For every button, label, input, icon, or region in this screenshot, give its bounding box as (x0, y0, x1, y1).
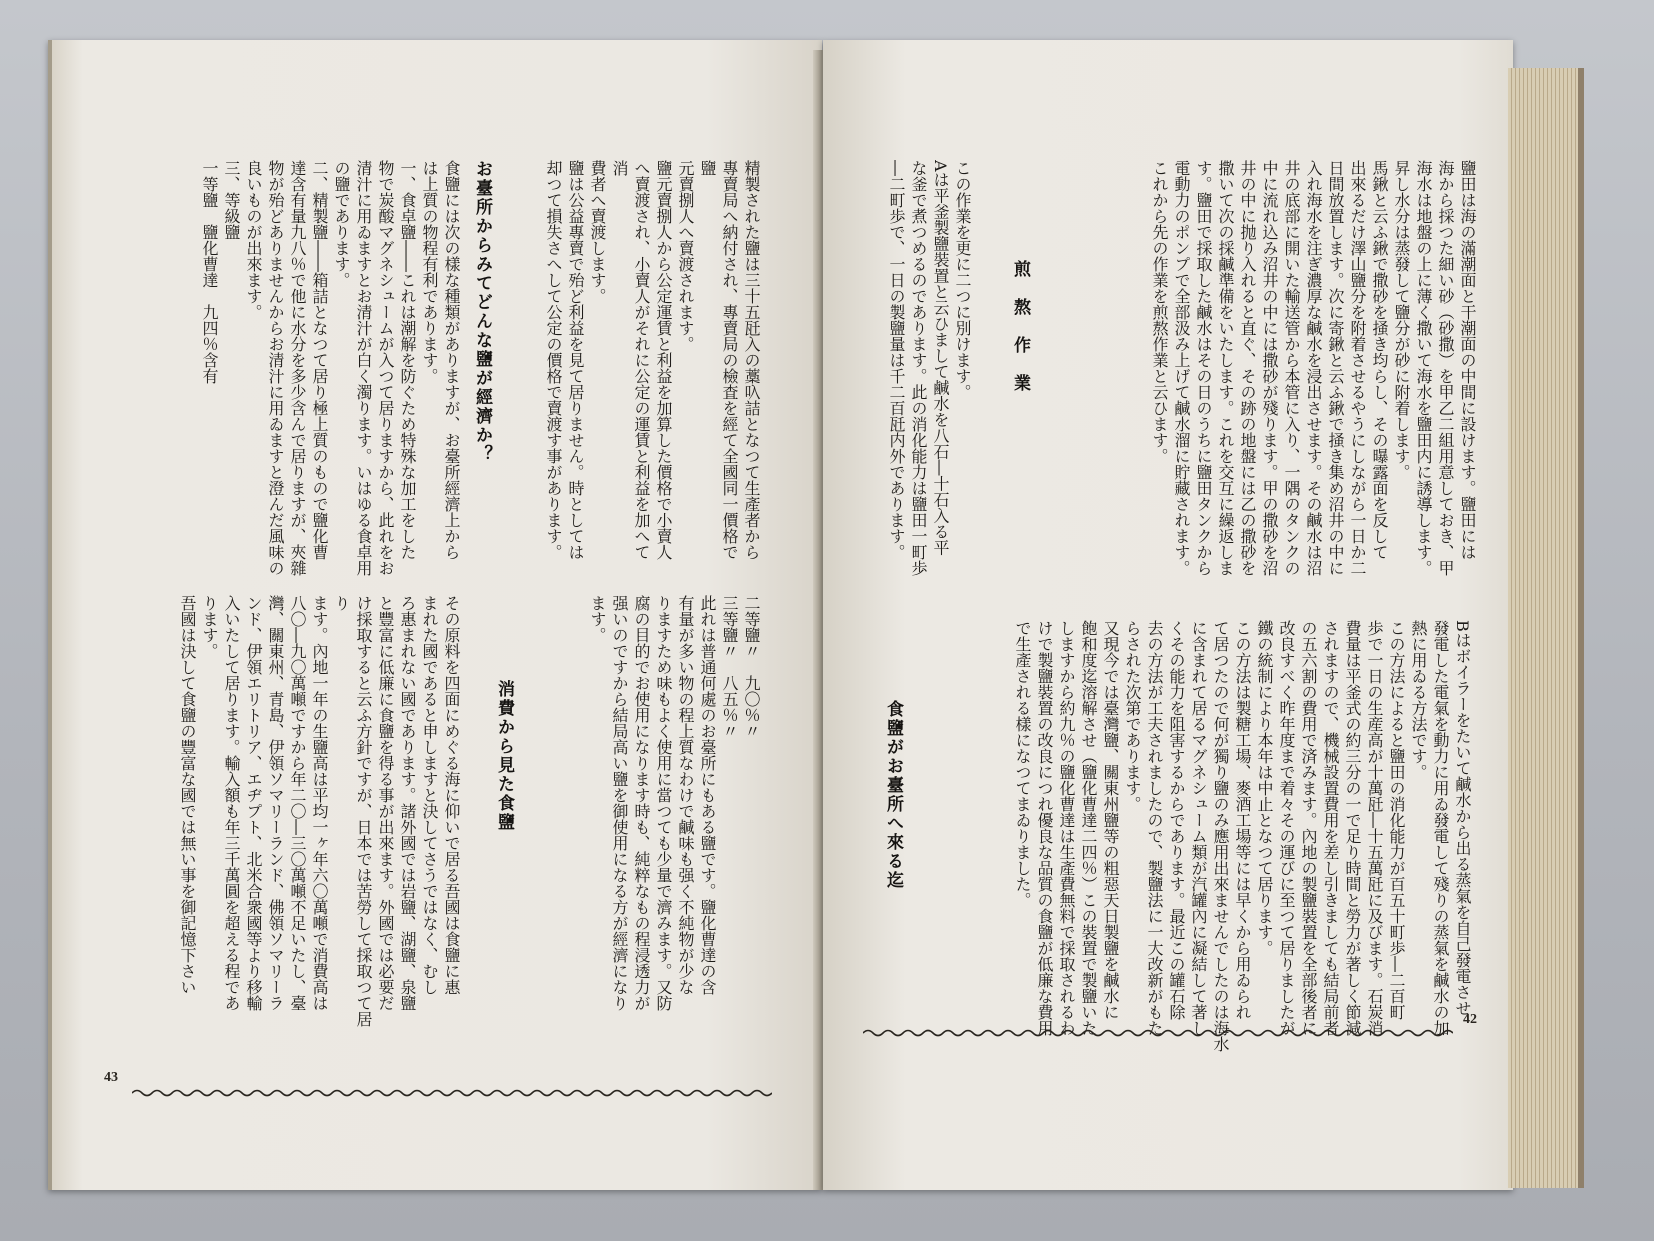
text-line: 日間放置します。次に寄鍬と云ふ鍬で掻き集め沼井の中に (1326, 160, 1345, 576)
text-line: 費量は平釜式の約三分の一で足り時間と勞力が著しく節減 (1343, 620, 1362, 1036)
text-line: Aは平釜製鹽裝置と云ひまして鹹水を八石―十石入る平 (931, 160, 950, 556)
heading-senngou: 煎 熬 作 業 (1010, 260, 1030, 393)
text-line: へ賣渡され、小賣人がそれに公定の運賃と利益を加へて消 (610, 160, 651, 560)
text-line: 物で炭酸マグネシュームが入つて居りますから、此れをお (376, 160, 395, 576)
text-line: ります。 (200, 595, 219, 659)
text-line: 腐の目的でお使用になります時も、純粹なもの程浸透力が (632, 595, 651, 1011)
text-line: 井の中に抛り入れると直ぐ、その跡の地盤には乙の撒砂を (1238, 160, 1257, 576)
text-line: 却つて損失さへして公定の價格で賣渡す事があります。 (544, 160, 563, 560)
text-line: 三等鹽〃 八五％〃 (720, 595, 739, 739)
text-line: らされた次第であります。 (1123, 620, 1142, 812)
text-line: 鐵の統制により本年は中止となつて居ります。 (1255, 620, 1274, 956)
text-line: 撒いて次の採鹹準備をいたします。これを交互に繰返しま (1216, 160, 1235, 576)
text-line: 去の方法が工夫されましたので、製鹽法に一大改新がもた (1145, 620, 1164, 1036)
text-line: されますので、機械設置費用を差し引きましても結局前者 (1321, 620, 1340, 1036)
text-line: 入れ海水を注ぎ濃厚な鹹水を浸出させます。その鹹水は沼 (1304, 160, 1323, 576)
text-line: この方法は製糖工場、麥酒工場等には早くから用ゐられ (1233, 620, 1252, 1020)
text-line: す。鹽田で採取した鹹水はその日のうちに鹽田タンクから (1194, 160, 1213, 576)
text-line: 海水は地盤の上に薄く撒いて海水を鹽田内に誘導します。 (1414, 160, 1433, 576)
text-line: 八〇―九〇萬噸ですから年二〇―三〇萬噸不足いたし、臺 (288, 595, 307, 1011)
text-line: ます。 (588, 595, 607, 643)
text-line: 又現今では臺灣鹽、關東州鹽等の粗惡天日製鹽を鹹水に (1101, 620, 1120, 1020)
text-line: この方法によると鹽田の消化能力が百五十町歩―二百町 (1387, 620, 1406, 1020)
text-line: 良いものが出來ます。 (244, 160, 263, 320)
heading-economy: お臺所からみてどんな鹽が經濟か？ (472, 160, 492, 464)
text-line: 井の底部に開いた輸送管から本管に入り、一隅のタンクの (1282, 160, 1301, 576)
text-line: 出來るだけ澤山鹽分を附着させるやうにしながら一日か二 (1348, 160, 1367, 576)
text-line: ろ惠まれない國であります。諸外國では岩鹽、湖鹽、泉鹽 (398, 595, 417, 1011)
open-book (48, 40, 1608, 1195)
text-line: 昇し水分は蒸發して鹽分が砂に附着します。 (1392, 160, 1411, 480)
text-line: 灣、關東州、青島、伊領ソマリーランド、佛領ソマリーラ (266, 595, 285, 1011)
left-page (48, 40, 822, 1190)
text-line: 一、食卓鹽――これは潮解を防ぐため特殊な加工をした (398, 160, 417, 560)
text-line: 此れは普通何處のお臺所にもある鹽です。鹽化曹達の含 (698, 595, 717, 995)
text-line: 鹽元賣捌人から公定運賃と利益を加算した價格で小賣人 (654, 160, 673, 560)
heading-consumption: 消費から見た食鹽 (494, 680, 514, 832)
text-line: ―二町歩で、一日の製鹽量は千二百瓩内外であります。 (887, 160, 906, 560)
text-line: 物が殆どありませんからお清汁に用ゐますと澄んだ風味の (266, 160, 285, 576)
text-line: 中に流れ込み沼井の中には撒砂が殘ります。甲の撒砂を沼 (1260, 160, 1279, 576)
right-lower-text (963, 620, 1473, 1060)
text-line: 二等鹽〃 九〇％〃 (742, 595, 761, 739)
text-line: 達含有量九八％で他に水分を多少含んで居りますが、夾雜 (288, 160, 307, 576)
text-line: 改良すべく昨年度まで着々その運びに至つて居りましたが (1277, 620, 1296, 1036)
text-line: 吾國は決して食鹽の豐富な國では無い事を御記憶下さい (178, 595, 197, 995)
text-line: 電動力のポンプで全部汲み上げて鹹水溜に貯藏されます。 (1172, 160, 1191, 576)
text-line: て居つたので何が獨り鹽のみ應用出來ませんでしたのは海水 (1211, 620, 1230, 1052)
text-line: しますから約九％の鹽化曹達は生產費無料で採取されるわ (1057, 620, 1076, 1036)
text-line: まれた國であると申しますと決してさうではなく、むし (420, 595, 439, 995)
text-line: 熱に用ゐる方法です。 (1409, 620, 1428, 780)
text-line: 歩で一日の生産高が十萬瓩―十五萬瓩に及びます。石炭消 (1365, 620, 1384, 1036)
text-line: と豐富に低廉に食鹽を得る事が出來ます。外國では必要だ (376, 595, 395, 1011)
text-line: な釜で煮つめるのであります。此の消化能力は鹽田一町歩 (909, 160, 928, 576)
text-line: 專賣局へ納付され、專賣局の檢査を經て全國同一價格で鹽 (698, 160, 739, 560)
text-line: 强いのですから結局高い鹽を御使用になる方が經濟になり (610, 595, 629, 1011)
text-line: その原料を四面にめぐる海に仰いで居る吾國は食鹽に惠 (442, 595, 461, 995)
text-line: この作業を更に二つに別けます。 (953, 160, 972, 400)
text-line: 三、等級鹽 (222, 160, 241, 240)
right-upper-text (1058, 160, 1478, 600)
left-wavy-rule (132, 1088, 772, 1098)
heading-okitchen: 食鹽がお臺所へ來る迄 (883, 700, 903, 890)
text-line: 飽和度迄溶解させ（鹽化曹達二四％）この裝置で製鹽いた (1079, 620, 1098, 1036)
text-line: の五六割の費用で済みます。內地の製鹽裝置を全部後者に (1299, 620, 1318, 1036)
left-upper-text-2 (142, 160, 462, 580)
text-line: けで製鹽裝置の改良につれ優良な品質の食鹽が低廉な費用 (1035, 620, 1054, 1036)
text-line: 精製された鹽は三十五瓩入の藁叺詰となつて生產者から (742, 160, 761, 560)
text-line: これから先の作業を煎熬作業と云ひます。 (1150, 160, 1169, 464)
right-page (823, 40, 1513, 1190)
text-line: は上質の物程有利であります。 (420, 160, 439, 384)
text-line: 清汁に用ゐますとお清汁が白く濁ります。いはゆる食卓用 (354, 160, 373, 576)
left-upper-text (507, 160, 762, 560)
text-line: 發電した電氣を動力に用ゐ發電して殘りの蒸氣を鹹水の加 (1431, 620, 1450, 1036)
text-line: に含まれて居るマグネシューム類が汽罐內に凝結して著し (1189, 620, 1208, 1036)
text-line: 一等鹽 鹽化曹達 九四％含有 (200, 160, 219, 384)
text-line: 鹽田は海の滿潮面と干潮面の中間に設けます。鹽田には (1458, 160, 1477, 560)
text-line: くその能力を阻害するからであります。最近この罐石除 (1167, 620, 1186, 1020)
text-line: 二、精製鹽――箱詰となつて居り極上質のもので鹽化曹 (310, 160, 329, 560)
text-line: 元賣捌人へ賣渡されます。 (676, 160, 695, 352)
right-wavy-rule (863, 1028, 1453, 1038)
text-line: 馬鍬と云ふ鍬で撒砂を掻き均らし、その曝露面を反して (1370, 160, 1389, 560)
text-line: ます。內地一年の生鹽高は平均一ヶ年六〇萬噸で消費高は (310, 595, 329, 1011)
text-line: 入いたして居ります。輸入額も年三千萬圓を超える程であ (222, 595, 241, 1011)
text-line: 食鹽には次の樣な種類がありますが、お臺所經濟上から (442, 160, 461, 560)
text-line: りますため味もよく使用に當つても少量で濟みます。又防 (654, 595, 673, 1011)
page-number-left: 43 (104, 1070, 118, 1085)
right-upper-text-2 (863, 160, 973, 600)
page-number-right: 42 (1463, 1012, 1477, 1027)
text-line: Bはボイラーをたいて鹹水から出る蒸氣を自己發電させ (1453, 620, 1472, 1016)
text-line: け採取すると云ふ方針ですが、日本では苦勞して採取つて居り (332, 595, 373, 1027)
text-line: ンド、伊領エリトリア、エヂプト、北米合衆國等より移輸 (244, 595, 263, 1011)
text-line: の鹽であります。 (332, 160, 351, 288)
text-line: 費者へ賣渡します。 (588, 160, 607, 304)
text-line: 有量が多い物の程上質なわけで鹹味も强く不純物が少な (676, 595, 695, 995)
left-lower-text (527, 595, 762, 1035)
left-lower-text-2 (172, 595, 462, 1035)
text-line: で生產される樣になつてまゐりました。 (1013, 620, 1032, 908)
text-line: 鹽は公益專賣で殆ど利益を見て居りません。時としては (566, 160, 585, 560)
text-line: 海から採つた細い砂（砂撒）を甲乙二組用意しておき、甲 (1436, 160, 1455, 576)
page-edges (1508, 68, 1584, 1188)
